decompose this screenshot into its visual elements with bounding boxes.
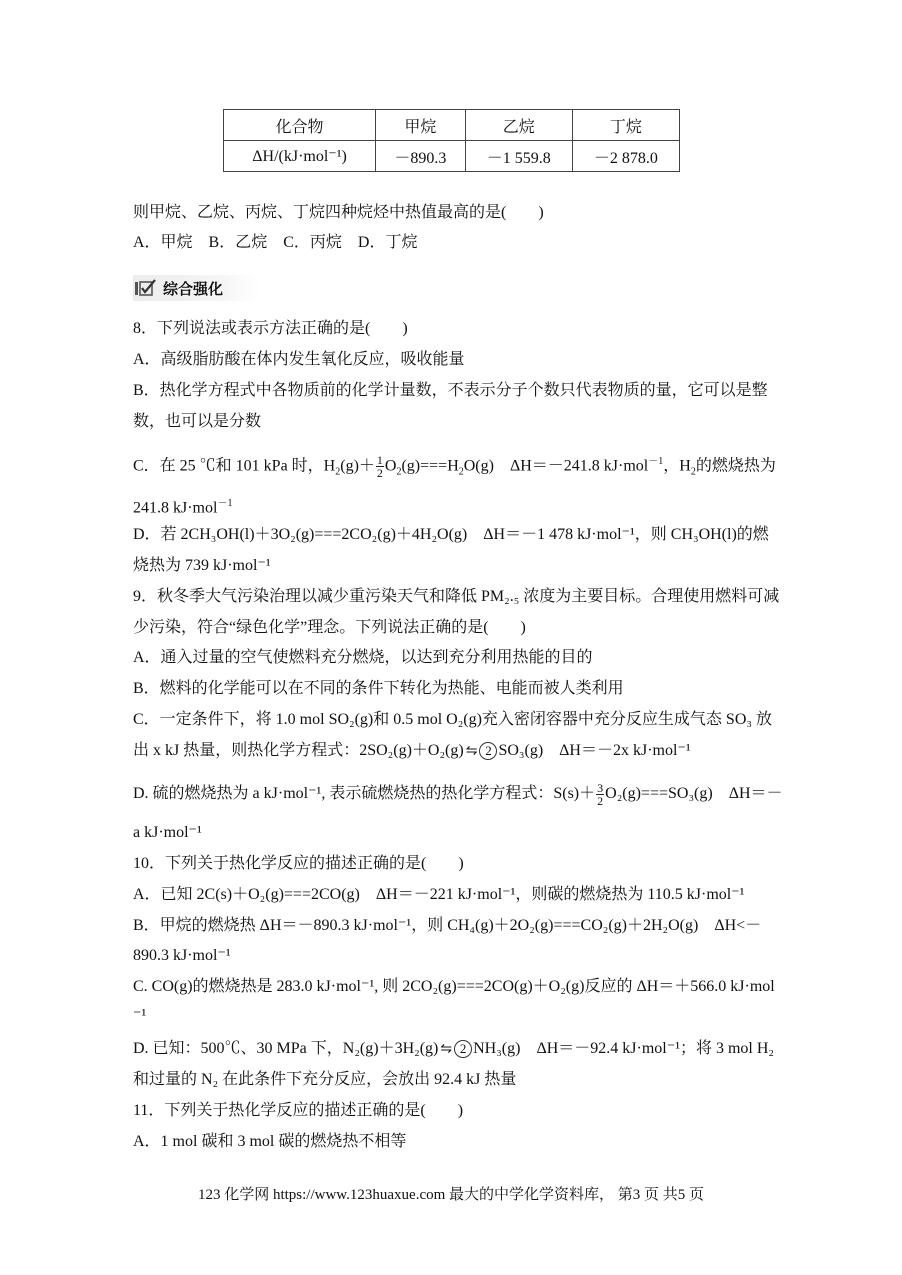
q7-options: A．甲烷 B．乙烷 C．丙烷 D．丁烷: [133, 234, 418, 251]
q9-option-b: B．燃料的化学能可以在不同的条件下转化为热能、电能而被人类利用: [133, 680, 624, 697]
fraction-den: 2: [597, 794, 604, 808]
fraction-half: [376, 454, 384, 479]
q8-stem: 8．下列说法或表示方法正确的是( ): [133, 320, 408, 337]
q10-option-c-line2: ⁻¹: [133, 1007, 147, 1024]
q8-option-b-line1: B．热化学方程式中各物质前的化学计量数，不表示分子个数只代表物质的量，它可以是整: [133, 382, 768, 399]
q11-stem: 11．下列关于热化学反应的描述正确的是( ): [133, 1102, 464, 1119]
q10-option-d-line1: [133, 1039, 774, 1060]
q11-option-a: A．1 mol 碳和 3 mol 碳的燃烧热不相等: [133, 1133, 407, 1150]
circled-two-glyph: 2: [479, 742, 497, 760]
q9-option-c-line1: C．一定条件下，将 1.0 mol SO₂(g)和 0.5 mol O₂(g)充入密闭容器中充分反应生成气态 SO₃ 放: [133, 711, 772, 728]
text-run: D. 已知：500℃、30 MPa 下，N₂(g)＋3H₂(g): [133, 1040, 439, 1057]
q10-option-a: A．已知 2C(s)＋O₂(g)===2CO(g) ΔH＝－221 kJ·mol⁻¹，则碳的燃烧热为 110.5 kJ·mol⁻¹: [133, 886, 745, 903]
q10-option-b-line2: 890.3 kJ·mol⁻¹: [133, 947, 231, 964]
q9-option-d-line2: a kJ·mol⁻¹: [133, 824, 202, 841]
fraction-num: 3: [597, 781, 604, 795]
text-run: (g)===H: [401, 457, 459, 475]
text-run: C．在 25 ℃和 101 kPa 时，H: [133, 457, 336, 475]
text-run: O(g) ΔH＝－241.8 kJ·mol: [463, 457, 649, 475]
table-header-cell: 丁烷: [572, 110, 679, 141]
q8-option-b-line2: 数，也可以是分数: [133, 413, 262, 430]
text-run: 241.8 kJ·mol: [133, 499, 218, 517]
q9-option-c-line2: [133, 741, 691, 762]
text-run: O₂(g)===SO₃(g) ΔH＝－: [605, 785, 783, 803]
fraction-num: 1: [376, 453, 383, 468]
text-run: (g)＋: [340, 457, 375, 475]
table-header-cell: 化合物: [224, 110, 376, 141]
text-run: 的燃烧热为: [695, 457, 776, 475]
table-header-row: [224, 110, 680, 141]
table-header-cell: 乙烷: [465, 110, 572, 141]
text-run: ，H: [663, 457, 691, 475]
table-cell: －890.3: [376, 141, 466, 172]
text-run: O: [384, 457, 397, 475]
q10-option-b-line1: B．甲烷的燃烧热 ΔH＝－890.3 kJ·mol⁻¹，则 CH₄(g)＋2O₂(g)===CO₂(g)＋2H₂O(g) ΔH<－: [133, 917, 762, 934]
q9-stem-line2: 少污染，符合“绿色化学”理念。下列说法正确的是( ): [133, 619, 526, 636]
q9-stem-line1: 9．秋冬季大气污染治理以减少重污染天气和降低 PM₂.₅ 浓度为主要目标。合理使用燃料可减: [133, 588, 780, 605]
page-footer: 123 化学网 https://www.123huaxue.com 最大的中学化学资料库， 第3 页 共5 页: [197, 1187, 705, 1203]
q7-stem: 则甲烷、乙烷、丙烷、丁烷四种烷烃中热值最高的是( ): [133, 204, 544, 221]
table-cell: －1 559.8: [465, 141, 572, 172]
fraction-den: 2: [376, 466, 383, 481]
reversible-arrow-icon: ⇋: [465, 744, 478, 759]
q8-option-d-line2: 烧热为 739 kJ·mol⁻¹: [133, 557, 271, 574]
reversible-arrow-icon: ⇋: [440, 1042, 453, 1057]
heat-data-table: [223, 109, 680, 172]
check-icon: [135, 279, 157, 297]
circled-two-glyph: 2: [454, 1040, 472, 1058]
q9-option-d-line1: [133, 782, 783, 807]
q10-option-d-line2: 和过量的 N₂ 在此条件下充分反应，会放出 92.4 kJ 热量: [133, 1071, 517, 1088]
text-run: 出 x kJ 热量，则热化学方程式：2SO₂(g)＋O₂(g): [133, 742, 464, 759]
table-cell: －2 878.0: [572, 141, 679, 172]
q8-option-d-line1: D．若 2CH₃OH(l)＋3O₂(g)===2CO₂(g)＋4H₂O(g) ΔH＝－1 478 kJ·mol⁻¹，则 CH₃OH(l)的燃: [133, 526, 769, 543]
table-row-label: ΔH/(kJ·mol⁻¹): [224, 141, 376, 172]
text-run: D. 硫的燃烧热为 a kJ·mol⁻¹, 表示硫燃烧热的热化学方程式：S(s)＋: [133, 785, 596, 803]
text-run: SO₃(g) ΔH＝－2x kJ·mol⁻¹: [498, 742, 691, 759]
table-row: [224, 141, 680, 172]
q10-option-c-line1: C. CO(g)的燃烧热是 283.0 kJ·mol⁻¹, 则 2CO₂(g)===2CO(g)＋O₂(g)反应的 ΔH＝＋566.0 kJ·mol: [133, 978, 775, 995]
q9-option-a: A．通入过量的空气使燃料充分燃烧，以达到充分利用热能的目的: [133, 649, 593, 666]
table-header-cell: 甲烷: [376, 110, 466, 141]
q8-option-a: A．高级脂肪酸在体内发生氧化反应，吸收能量: [133, 351, 465, 368]
text-run: NH₃(g) ΔH＝－92.4 kJ·mol⁻¹；将 3 mol H₂: [473, 1040, 775, 1057]
section-header: [133, 275, 261, 301]
q10-stem: 10．下列关于热化学反应的描述正确的是( ): [133, 855, 464, 872]
fraction-three-halves: [596, 782, 604, 807]
q8-option-c-line1: C．在 25 ℃和 101 kPa 时，$H_2(g)+$ $\frac{1}{2}$ $O_2(g)===H_2O(g)$ ΔH＝－241.8 kJ·mol$^{-1}$，$H_2$的燃烧热为: [133, 453, 776, 481]
section-title: 综合强化: [163, 280, 224, 298]
q8-option-c-line2: 241.8 kJ·mol$^{-1}$: [133, 498, 233, 517]
